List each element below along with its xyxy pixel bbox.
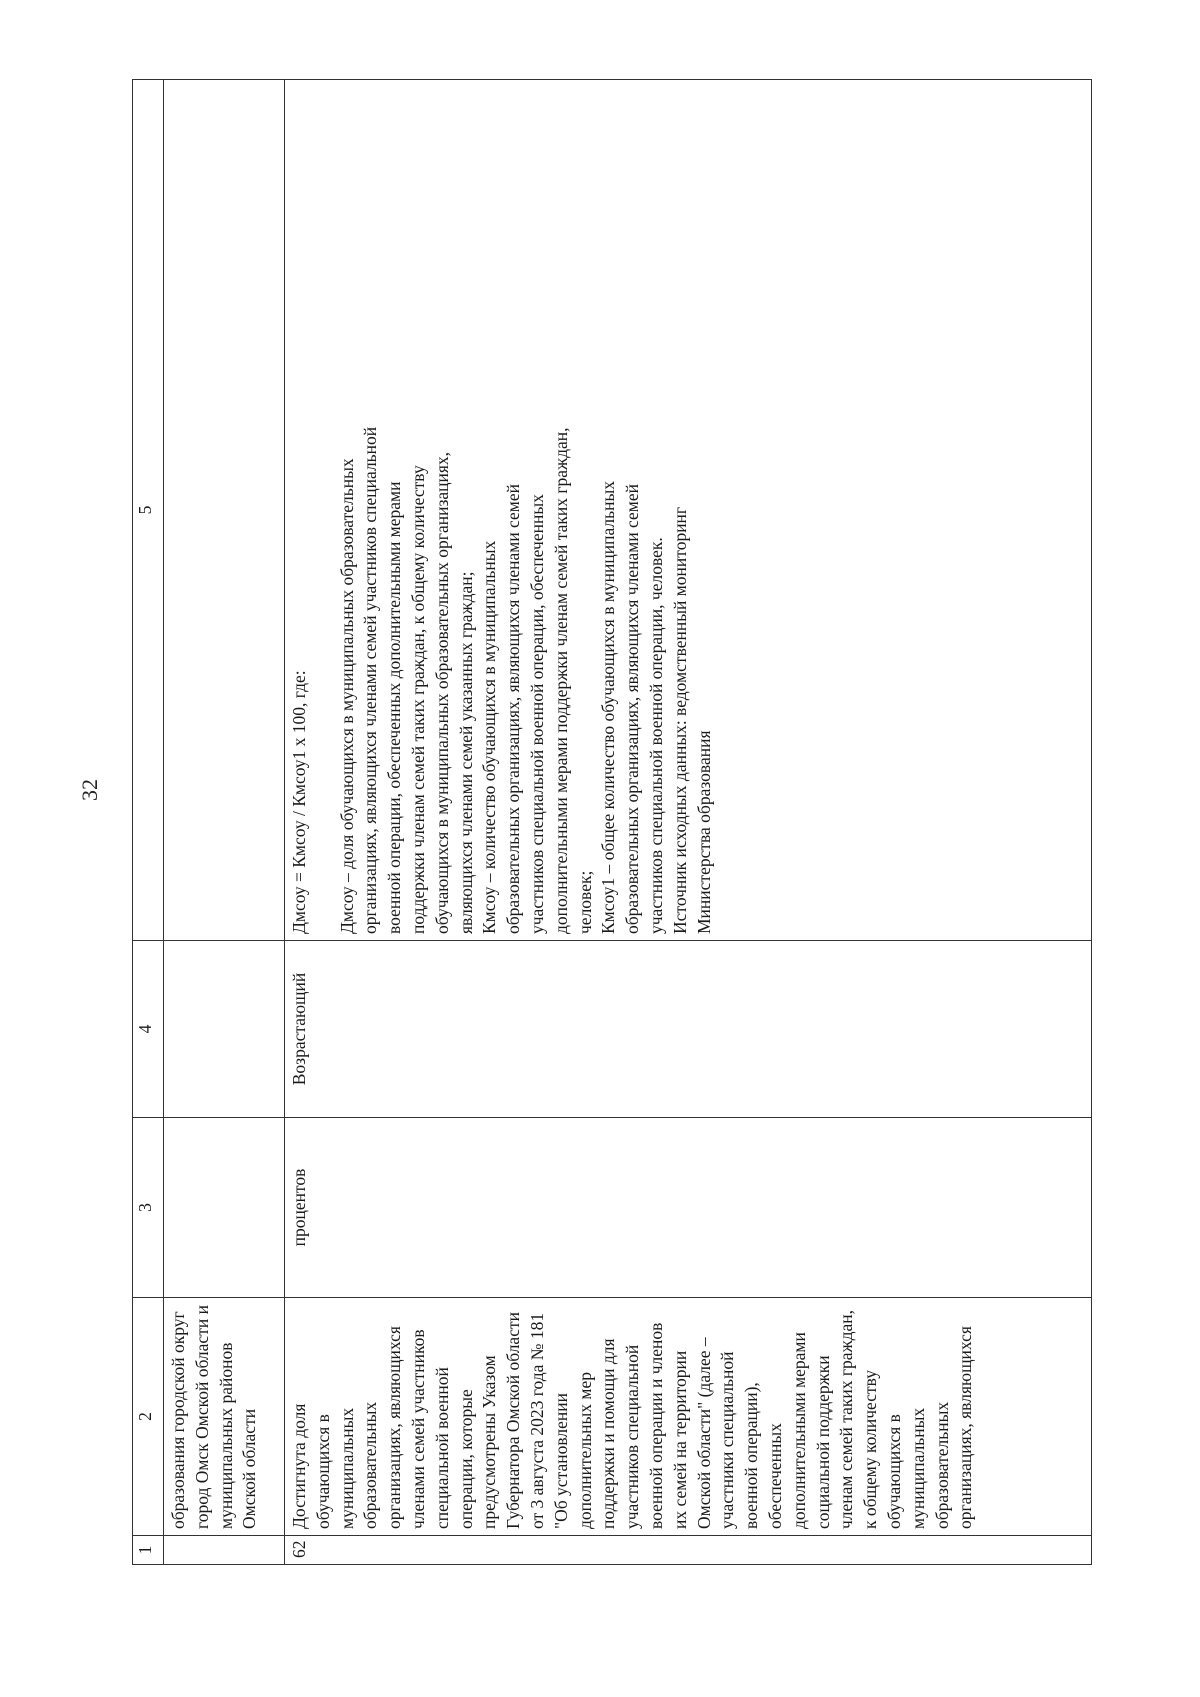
indicator-name-cell: образования городской округ город Омск Омской области и муниципальных районов Омской области [164,1298,285,1536]
header-col-2: 2 [133,1298,164,1536]
row-number-cell: 62 [285,1536,1092,1565]
header-col-5: 5 [133,80,164,941]
unit-cell: процентов [285,1118,1092,1298]
header-col-3: 3 [133,1118,164,1298]
table-row [285,80,1092,1565]
indicator-name-cell: Достигнута доля обучающихся в муниципальных образовательных организациях, являющихся членами семей участников специальной военной операции, которые предусмотрены Указом Губернатора Омской области от 3 августа 2023 года № 181 "Об установлении дополнительных мер поддержки и помощи для участников специальной военной операции и членов их семей на территории Омской области" (далее – участники специальной военной операции), обеспеченных дополнительными мерами социальной поддержки членам семей таких граждан, к общему количеству обучающихся в муниципальных образовательных организациях, являющихся [285,1298,1092,1536]
rotated-table-frame [132,80,1092,1565]
method-cell: Дмсоу = Кмсоу / Кмсоу1 х 100, где: Дмсоу – доля обучающихся в муниципальных образовательных организациях, являющихся членами семей участников специальной военной операции, обеспеченных дополнительными мерами поддержки членам семей таких граждан, к общему количеству обучающихся в муниципальных образовательных организациях, являющихся членами семей указанных граждан; Кмсоу – количество обучающихся в муниципальных образовательных организациях, являющихся членами семей участников специальной военной операции, обеспеченных дополнительными мерами поддержки членам семей таких граждан, человек; Кмсоу1 – общее количество обучающихся в муниципальных образовательных организациях, являющихся членами семей участников специальной военной операции, человек. Источник исходных данных: ведомственный мониторинг Министерства образования [285,80,1092,941]
indicator-table [132,79,1092,1565]
table-container [132,80,1092,1565]
header-col-4: 4 [133,941,164,1118]
trend-cell [164,941,285,1118]
trend-cell: Возрастающий [285,941,1092,1118]
unit-cell [164,1118,285,1298]
row-number-cell [164,1536,285,1565]
page-number: 32 [77,779,102,801]
table-row [164,80,285,1565]
table-header-row [133,80,164,1565]
method-cell [164,80,285,941]
header-col-1: 1 [133,1536,164,1565]
